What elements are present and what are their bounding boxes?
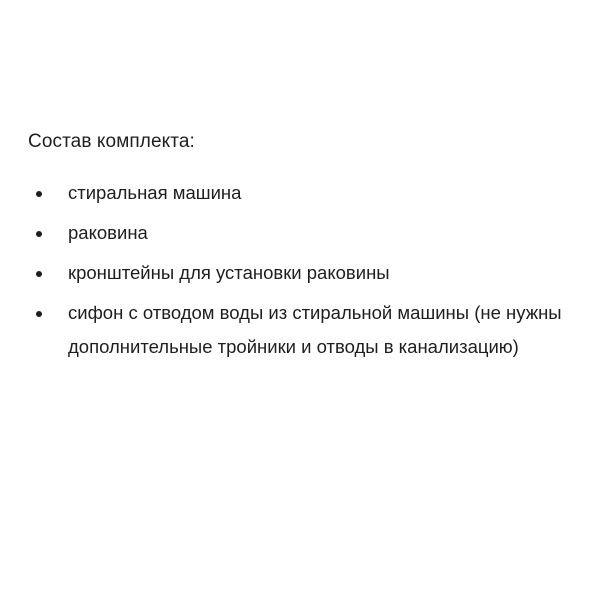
list-item-text: кронштейны для установки раковины xyxy=(68,262,390,283)
bullet-icon xyxy=(36,191,42,197)
list-item-text: сифон с отводом воды из стиральной машины (не нужны дополнительные тройники и отводы в канализацию) xyxy=(68,302,562,357)
bullet-icon xyxy=(36,271,42,277)
list-item xyxy=(28,216,588,250)
section-title: Состав комплекта: xyxy=(28,131,195,152)
list-item xyxy=(28,296,588,364)
kit-list xyxy=(28,176,588,364)
list-item xyxy=(28,256,588,290)
kit-contents-section xyxy=(28,128,588,370)
bullet-icon xyxy=(36,311,42,317)
list-item-text: раковина xyxy=(68,222,148,243)
bullet-icon xyxy=(36,231,42,237)
list-item-text: стиральная машина xyxy=(68,182,242,203)
list-item xyxy=(28,176,588,210)
cropped-text-fragment xyxy=(28,458,68,470)
cropped-glyphs-icon xyxy=(28,466,68,470)
